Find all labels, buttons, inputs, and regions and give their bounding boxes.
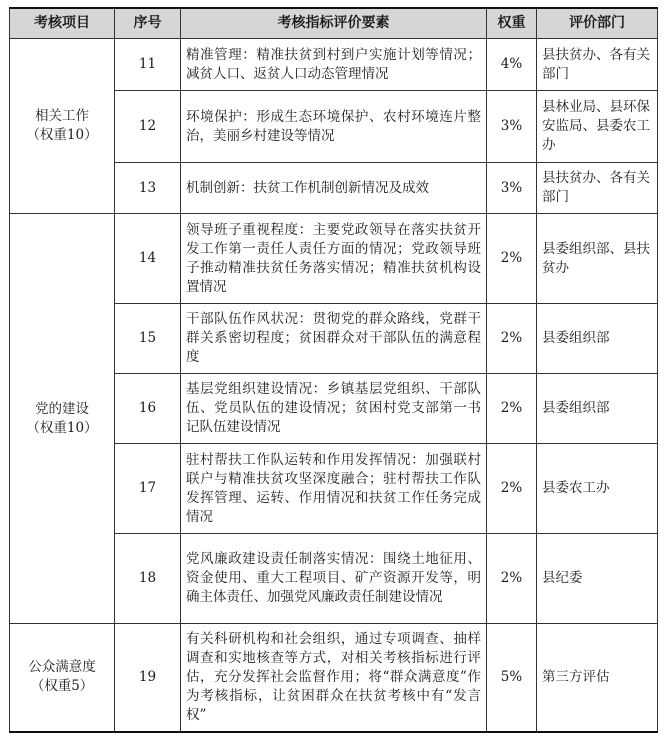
seq-cell: 15 [115,304,181,374]
dept-cell: 县委组织部、县扶贫办 [537,214,658,304]
weight-cell: 3% [487,163,537,214]
weight-cell: 2% [487,374,537,444]
header-category: 考核项目 [10,8,115,39]
seq-cell: 17 [115,444,181,534]
dept-cell: 县纪委 [537,534,658,624]
criteria-cell: 党风廉政建设责任制落实情况：围绕土地征用、资金使用、重大工程项目、矿产资源开发等，明确主体责任、加强党风廉政责任制建设情况 [181,534,487,624]
seq-cell: 18 [115,534,181,624]
table-row [10,624,658,732]
weight-cell: 2% [487,444,537,534]
category-name: 公众满意度 [28,659,96,676]
category-cell-related-work [10,39,115,214]
dept-cell: 县扶贫办、各有关部门 [537,39,658,91]
weight-cell: 3% [487,91,537,163]
header-weight: 权重 [487,8,537,39]
dept-cell: 第三方评估 [537,624,658,732]
criteria-cell: 领导班子重视程度：主要党政领导在落实扶贫开发工作第一责任人责任方面的情况；党政领导班子推动精准扶贫任务落实情况；精准扶贫机构设置情况 [181,214,487,304]
table-row [10,214,658,304]
seq-cell: 11 [115,39,181,91]
seq-cell: 16 [115,374,181,444]
category-weight: （权重10） [26,127,98,143]
seq-cell: 12 [115,91,181,163]
dept-cell: 县委组织部 [537,374,658,444]
weight-cell: 2% [487,304,537,374]
category-weight: （权重10） [26,419,98,436]
dept-cell: 县林业局、县环保安监局、县委农工办 [537,91,658,163]
dept-cell: 县委农工办 [537,444,658,534]
header-row [10,8,658,39]
dept-cell: 县委组织部 [537,304,658,374]
dept-cell: 县扶贫办、各有关部门 [537,163,658,214]
criteria-cell: 环境保护：形成生态环境保护、农村环境连片整治，美丽乡村建设等情况 [181,91,487,163]
weight-cell: 2% [487,534,537,624]
header-seq: 序号 [115,8,181,39]
weight-cell: 4% [487,39,537,91]
criteria-cell: 有关科研机构和社会组织，通过专项调查、抽样调查和实地核查等方式，对相关考核指标进行评估，充分发挥社会监督作用；将“群众满意度”作为考核指标，让贫困群众在扶贫考核中有“发言权” [181,624,487,732]
header-dept: 评价部门 [537,8,658,39]
category-name: 相关工作 [35,108,89,124]
table-row [10,39,658,91]
seq-cell: 19 [115,624,181,732]
criteria-cell: 驻村帮扶工作队运转和作用发挥情况：加强联村联户与精准扶贫攻坚深度融合；驻村帮扶工作队发挥管理、运转、作用情况和扶贫工作任务完成情况 [181,444,487,534]
weight-cell: 2% [487,214,537,304]
criteria-cell: 精准管理：精准扶贫到村到户实施计划等情况；减贫人口、返贫人口动态管理情况 [181,39,487,91]
category-weight: （权重5） [30,678,94,695]
criteria-cell: 干部队伍作风状况：贯彻党的群众路线，党群干群关系密切程度；贫困群众对干部队伍的满意程度 [181,304,487,374]
category-cell-public-satisfaction [10,624,115,732]
seq-cell: 14 [115,214,181,304]
weight-cell: 5% [487,624,537,732]
seq-cell: 13 [115,163,181,214]
criteria-cell: 基层党组织建设情况：乡镇基层党组织、干部队伍、党员队伍的建设情况；贫困村党支部第一书记队伍建设情况 [181,374,487,444]
evaluation-table [9,7,658,733]
category-cell-party-building [10,214,115,624]
header-criteria: 考核指标评价要素 [181,8,487,39]
category-name: 党的建设 [35,400,89,417]
criteria-cell: 机制创新：扶贫工作机制创新情况及成效 [181,163,487,214]
